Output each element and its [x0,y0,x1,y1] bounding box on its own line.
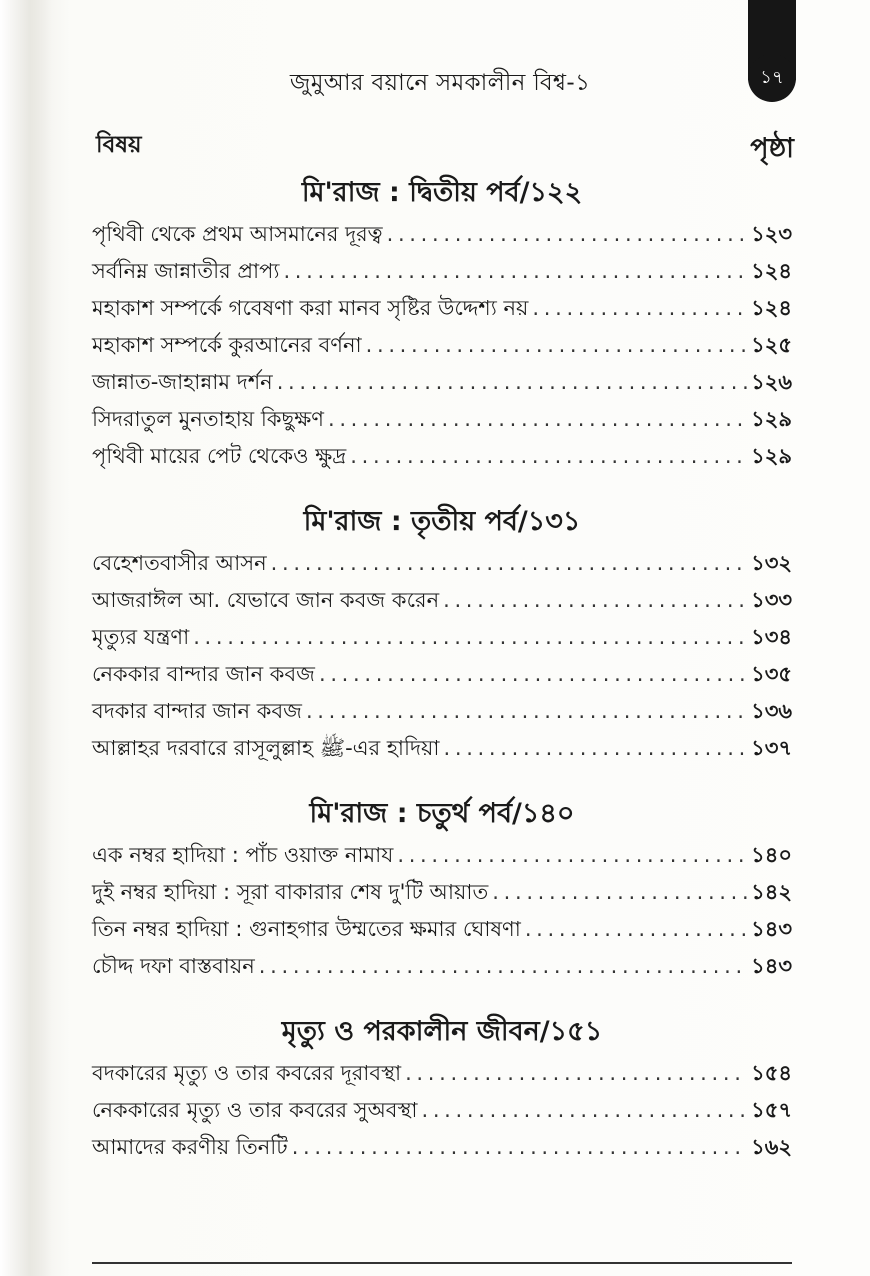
toc-entry [92,1094,792,1131]
entry-title: মৃত্যুর যন্ত্রণা [92,625,190,649]
entry-title: নেককারের মৃত্যু ও তার কবরের সুঅবস্থা [92,1098,418,1122]
toc-entry [92,292,792,329]
section-title: মি'রাজ : চতুর্থ পর্ব/১৪০ [309,798,575,829]
entry-page-number: ১২৫ [751,333,792,357]
entry-title: নেককার বান্দার জান কবজ [92,662,315,686]
toc-entry [92,695,792,732]
entry-page-number: ১৩৬ [751,699,792,723]
dot-leader [271,551,747,575]
page-number: ১৭ [748,54,796,102]
entry-title: পৃথিবী থেকে প্রথম আসমানের দূরত্ব [92,222,383,246]
dot-leader [259,954,747,978]
entry-page-number: ১২৯ [751,444,792,468]
entry-title: তিন নম্বর হাদিয়া : গুনাহগার উম্মতের ক্ষমার ঘোষণা [92,917,521,941]
entry-page-number: ১৩২ [751,551,792,575]
entry-title: এক নম্বর হাদিয়া : পাঁচ ওয়াক্ত নামায [92,843,394,867]
bottom-rule [92,1262,792,1264]
dot-leader [532,296,747,320]
toc-entry [92,547,792,584]
dot-leader [306,699,747,723]
toc-entry [92,621,792,658]
dot-leader [283,259,747,283]
entry-page-number: ১২৯ [751,407,792,431]
section-title: মি'রাজ : দ্বিতীয় পর্ব/১২২ [301,177,583,208]
dot-leader [397,843,747,867]
dot-leader [444,736,748,760]
toc-entry [92,950,792,987]
spine-shadow [0,0,52,1276]
section-title: মি'রাজ : তৃতীয় পর্ব/১৩১ [303,506,581,537]
toc-entry [92,658,792,695]
entry-page-number: ১৪৩ [751,917,792,941]
entry-title: মহাকাশ সম্পর্কে গবেষণা করা মানব সৃষ্টির উদ্দেশ্য নয় [92,296,529,320]
entry-title: বদকার বান্দার জান কবজ [92,699,302,723]
dot-leader [443,588,747,612]
entry-title: সর্বনিম্ন জান্নাতীর প্রাপ্য [92,259,280,283]
dot-leader [366,333,747,357]
entry-title: চৌদ্দ দফা বাস্তবায়ন [92,954,255,978]
entry-page-number: ১৪০ [751,843,792,867]
entry-page-number: ১৪২ [751,880,792,904]
entry-title: পৃথিবী মায়ের পেট থেকেও ক্ষুদ্র [92,444,347,468]
toc-entry [92,403,792,440]
toc-entry [92,876,792,913]
toc-entry [92,366,792,403]
entry-page-number: ১৫৪ [751,1061,792,1085]
entry-page-number: ১২৩ [751,222,792,246]
entry-title: জান্নাত-জাহান্নাম দর্শন [92,370,273,394]
dot-leader [277,370,747,394]
dot-leader [421,1098,747,1122]
table-of-contents [92,170,792,1190]
toc-entry [92,255,792,292]
section-title: মৃত্যু ও পরকালীন জীবন/১৫১ [281,1016,603,1047]
toc-section [92,791,792,987]
toc-entry [92,440,792,477]
entry-page-number: ১৪৩ [751,954,792,978]
entry-page-number: ১২৪ [751,296,792,320]
dot-leader [525,917,747,941]
entry-title: সিদরাতুল মুনতাহায় কিছুক্ষণ [92,407,324,431]
dot-leader [193,625,747,649]
dot-leader [492,880,747,904]
entry-title: আজরাঈল আ. যেভাবে জান কবজ করেন [92,588,440,612]
dot-leader [387,222,747,246]
dot-leader [405,1061,747,1085]
entry-title: বেহেশতবাসীর আসন [92,551,267,575]
toc-entry [92,913,792,950]
toc-section [92,170,792,477]
dot-leader [350,444,747,468]
entry-title: আল্লাহর দরবারে রাসূলুল্লাহ ﷺ-এর হাদিয়া [92,736,440,760]
toc-entry [92,732,792,769]
toc-section [92,1009,792,1168]
dot-leader [328,407,747,431]
entry-page-number: ১৬২ [751,1135,792,1159]
dot-leader [319,662,747,686]
subject-column-heading: বিষয় [96,132,142,158]
entry-title: আমাদের করণীয় তিনটি [92,1135,288,1159]
entry-title: দুই নম্বর হাদিয়া : সূরা বাকারার শেষ দু'টি আয়াত [92,880,489,904]
running-title: জুমুআর বয়ানে সমকালীন বিশ্ব-১ [289,70,591,96]
toc-entry [92,1057,792,1094]
entry-page-number: ১৩৫ [751,662,792,686]
dot-leader [292,1135,747,1159]
entry-page-number: ১২৬ [751,370,792,394]
entry-title: বদকারের মৃত্যু ও তার কবরের দূরাবস্থা [92,1061,402,1085]
toc-section [92,499,792,769]
toc-entry [92,218,792,255]
page-column-heading: পৃষ্ঠা [750,133,794,164]
toc-entry [92,329,792,366]
entry-title: মহাকাশ সম্পর্কে কুরআনের বর্ণনা [92,333,362,357]
entry-page-number: ১৩৭ [751,736,792,760]
toc-entry [92,1131,792,1168]
toc-entry [92,584,792,621]
entry-page-number: ১২৪ [751,259,792,283]
toc-entry [92,839,792,876]
entry-page-number: ১৫৭ [751,1098,792,1122]
entry-page-number: ১৩৪ [751,625,792,649]
entry-page-number: ১৩৩ [751,588,792,612]
